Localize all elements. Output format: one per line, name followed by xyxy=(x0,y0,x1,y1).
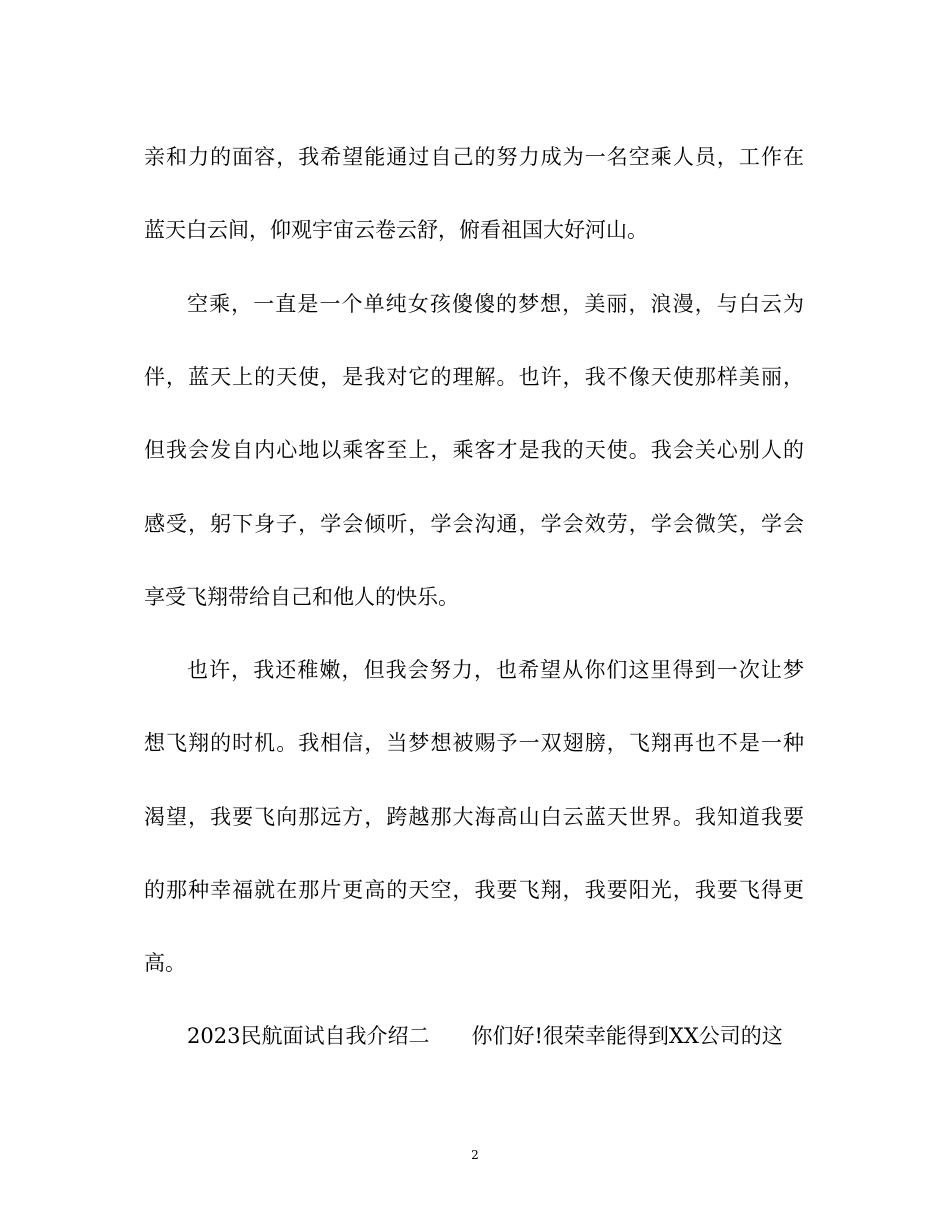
text-line: 蓝天白云间，仰观宇宙云卷云舒，俯看祖国大好河山。 xyxy=(144,218,648,242)
text-line: 亲和力的面容，我希望能通过自己的努力成为一名空乘人员，工作在 xyxy=(144,145,804,169)
text-line: 想飞翔的时机。我相信，当梦想被赐予一双翅膀，飞翔再也不是一种 xyxy=(144,731,804,755)
text-line: 感受，躬下身子，学会倾听，学会沟通，学会效劳，学会微笑，学会 xyxy=(144,512,804,536)
text-line: 高。 xyxy=(144,951,186,975)
page-number: 2 xyxy=(471,1148,479,1162)
paragraph-first-line: 空乘，一直是一个单纯女孩傻傻的梦想，美丽，浪漫，与白云为 xyxy=(187,292,804,316)
text-line: 的那种幸福就在那片更高的天空，我要飞翔，我要阳光，我要飞得更 xyxy=(144,878,804,902)
paragraph-first-line: 也许，我还稚嫩，但我会努力，也希望从你们这里得到一次让梦 xyxy=(187,658,804,682)
text-line: 享受飞翔带给自己和他人的快乐。 xyxy=(144,585,459,609)
text-line: 但我会发自内心地以乘客至上，乘客才是我的天使。我会关心别人的 xyxy=(144,438,804,462)
section-heading-line: 2023民航面试自我介绍二 你们好!很荣幸能得到XX公司的这 xyxy=(187,1024,783,1048)
text-line: 渴望，我要飞向那远方，跨越那大海高山白云蓝天世界。我知道我要 xyxy=(144,805,804,829)
text-line: 伴，蓝天上的天使，是我对它的理解。也许，我不像天使那样美丽， xyxy=(144,365,804,389)
